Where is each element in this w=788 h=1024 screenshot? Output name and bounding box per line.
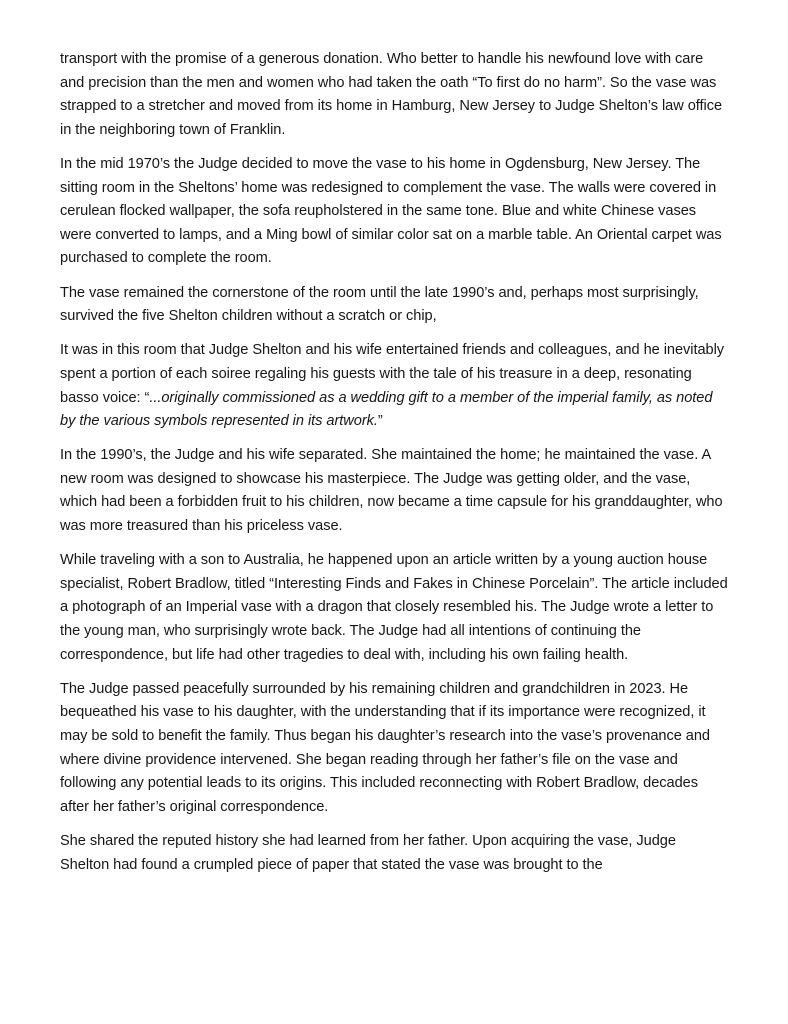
paragraph-ogdensburg-home xyxy=(60,153,728,271)
paragraph-entertaining xyxy=(60,339,728,433)
paragraph-quote-close: ” xyxy=(377,413,383,430)
paragraph-text: In the 1990’s, the Judge and his wife separated. She maintained the home; he maintained the vase. A new room was designed to showcase his masterpiece. The Judge was getting older, and the vase, which had been a forbidden fruit to his children, now became a time capsule for his granddaughter, who was more treasured than his priceless vase. xyxy=(60,447,723,535)
paragraph-separation xyxy=(60,444,728,538)
paragraph-donation xyxy=(60,48,728,142)
paragraph-text: The Judge passed peacefully surrounded by his remaining children and grandchildren in 2023. He bequeathed his vase to his daughter, with the understanding that if its importance were recognized, it may be sold to benefit the family. Thus began his daughter’s research into the vase’s provenance and where divine providence intervened. She began reading through her father’s file on the vase and following any potential leads to its origins. This included reconnecting with Robert Bradlow, decades after her father’s original correspondence. xyxy=(60,680,710,815)
paragraph-australia xyxy=(60,549,728,667)
document-page xyxy=(60,48,728,888)
paragraph-text: While traveling with a son to Australia, he happened upon an article written by a young auction house specialist, Robert Bradlow, titled “Interesting Finds and Fakes in Chinese Porcelain”. The article included a photograph of an Imperial vase with a dragon that closely resembled his. The Judge wrote a letter to the young man, who surprisingly wrote back. The Judge had all intentions of continuing the correspondence, but life had other tragedies to deal with, including his own failing health. xyxy=(60,552,728,663)
paragraph-text: transport with the promise of a generous donation. Who better to handle his newfound love with care and precision than the men and women who had taken the oath “To first do no harm”. So the vase was strapped to a stretcher and moved from its home in Hamburg, New Jersey to Judge Shelton’s law office in the neighboring town of Franklin. xyxy=(60,51,723,138)
paragraph-cornerstone xyxy=(60,282,728,329)
paragraph-text: In the mid 1970’s the Judge decided to move the vase to his home in Ogdensburg, New Jersey. The sitting room in the Sheltons’ home was redesigned to complement the vase. The walls were covered in cerulean flocked wallpaper, the sofa reupholstered in the same tone. Blue and white Chinese vases were converted to lamps, and a Ming bowl of similar color sat on a marble table. An Oriental carpet was purchased to complete the room. xyxy=(60,155,722,267)
paragraph-text: The vase remained the cornerstone of the room until the late 1990’s and, perhaps most surprisingly, survived the five Shelton children without a scratch or chip, xyxy=(60,284,699,325)
paragraph-bequest xyxy=(60,678,728,820)
paragraph-quote-italic: ...originally commissioned as a wedding gift to a member of the imperial family, as noted by the various symbols represented in its artwork. xyxy=(60,389,713,430)
paragraph-text: She shared the reputed history she had learned from her father. Upon acquiring the vase, Judge Shelton had found a crumpled piece of paper that stated the vase was brought to the xyxy=(60,832,676,873)
paragraph-history xyxy=(60,830,728,877)
paragraph-text: It was in this room that Judge Shelton and his wife entertained friends and colleagues, and he inevitably spent a portion of each soiree regaling his guests with the tale of his treasure in a deep, resonating basso voice: “ xyxy=(60,342,725,406)
